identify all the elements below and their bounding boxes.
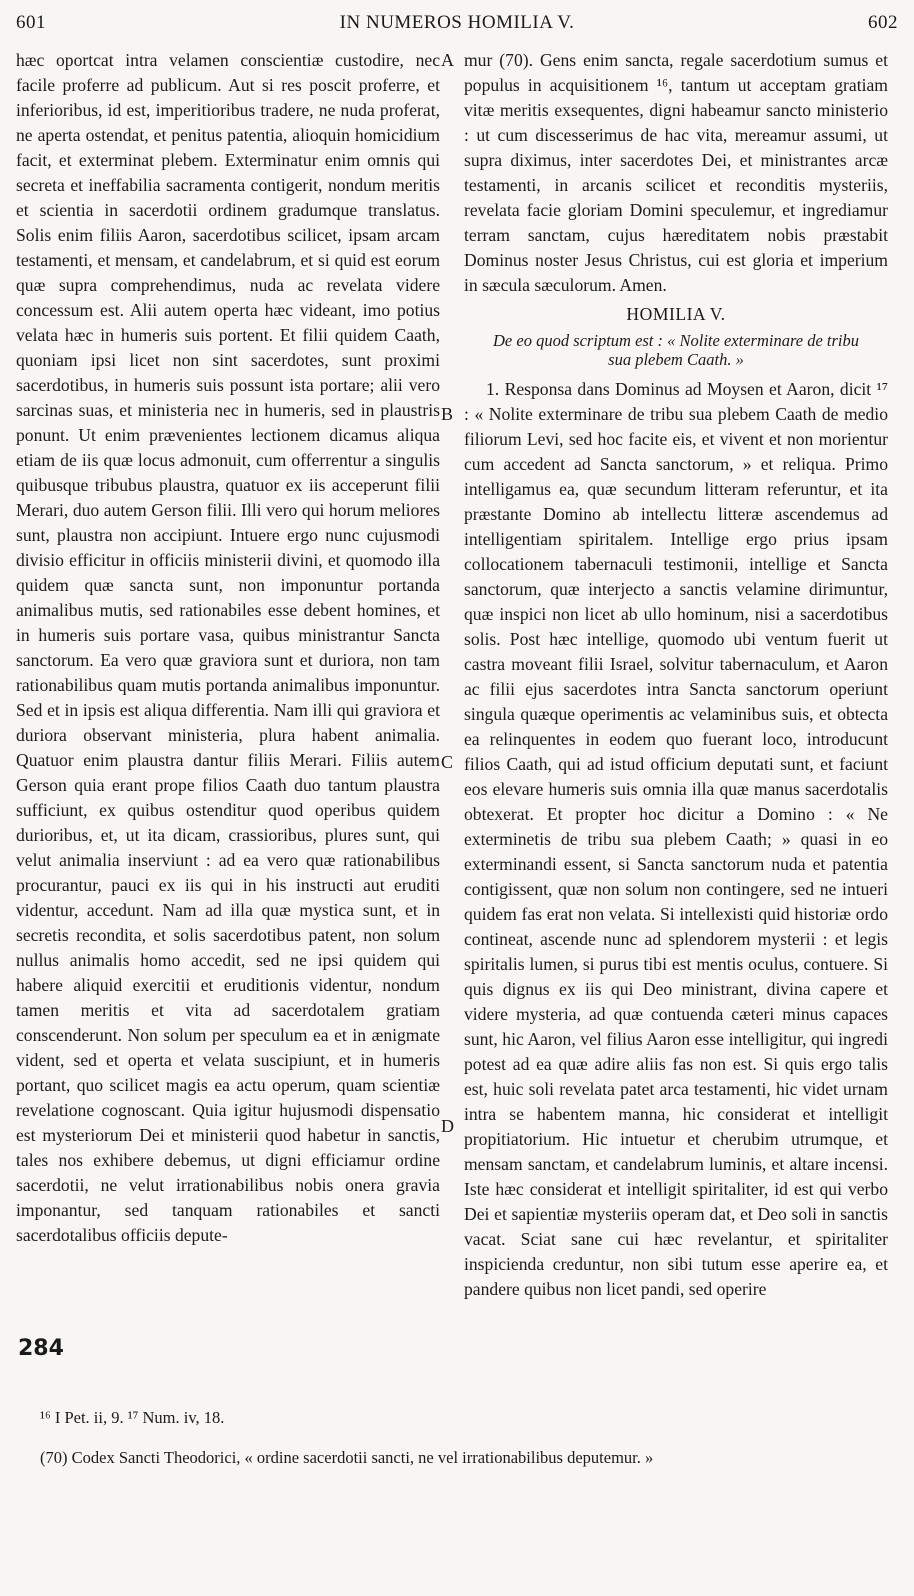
homily-subtitle: De eo quod scriptum est : « Nolite exterminare de tribu sua plebem Caath. » [493, 331, 859, 369]
running-header [16, 12, 898, 40]
right-column [464, 48, 888, 1302]
section-marker-d: D [441, 1116, 454, 1136]
critical-note: (70) Codex Sancti Theodorici, « ordine sacerdotii sancti, ne vel irrationabilibus deputemur. » [40, 1448, 654, 1467]
left-column [16, 48, 440, 1248]
section-marker-b: B [441, 404, 454, 424]
homily-title: HOMILIA V. [626, 304, 726, 324]
running-title: IN NUMEROS HOMILIA V. [339, 12, 575, 33]
section-marker-a: A [441, 50, 454, 70]
left-column-text: hæc oportcat intra velamen conscientiæ custodire, nec facile proferre ad publicum. Aut si res poscit proferre, et inferioribus, id est, imperitioribus tradere, ne nuda proferat, ne aperta ostendat, et penitus patentia, alioquin homicidium facit, et exterminat plebem. Exterminatur enim omnis qui secreta et ineffabilia sacramenta contigerit, nondum meritis et scientia in sacerdotii ordinem gradumque translatus. Solis enim filiis Aaron, sacerdotibus scilicet, ipsam arcam testamenti, et mensam, et candelabrum, et si quid est eorum quæ supra comprehendimus, nuda ac revelata videre concessum est. Alii autem operta hæc videant, imo potius velata hæc in humeris suis portent. Et filii quidem Caath, quoniam ipsi licet non sint sacerdotes, sunt proximi sacerdotibus, in humeris suis possunt ista portare; alii vero sarcinas suas, et ministeria nec in humeris, sed in plaustris ponunt. Ut enim prævenientes lectionem dicamus aliqua etiam de iis quæ locus admonuit, cum offerrentur a singulis quibusque tribubus plaustra, quatuor ex iis acceperunt filii Merari, duo autem Gerson filii. Illi vero qui horum meliores sunt, plaustra non accipiunt. Intuere ergo nunc cujusmodi divisio efficitur in officiis ministerii divini, et quomodo illa quidem quæ sancta sunt, non imponuntur portanda animalibus mutis, sed rationabiles esse debent homines, et in humeris suis portare vasa, quibus ministrantur Sancta sanctorum. Ea vero quæ graviora sunt et duriora, non tam rationabilibus quam mutis portanda animalibus imponuntur. Sed et in ipsis est aliqua differentia. Nam illi qui graviora et duriora observant ministeria, plura habent animalia. Quatuor enim plaustra dantur filiis Merari. Filiis autem Gerson quia erant prope filios Caath duo tantum plaustra sufficiunt, ex quibus ostenditur quod operibus quidem durioribus, et, ut ita dicam, crassioribus, plures sunt, qui velut animalia inserviunt : ad ea vero quæ rationabilibus procurantur, pauci ex iis qui in his instructi aut eruditi videntur, accedunt. Nam ad illa quæ mystica sunt, et in secretis recondita, et solis sacerdotibus patent, non solum nullus animalis homo accedit, sed ne ipsi quidem qui habere aliquid exercitii et eruditionis videntur, nondum tamen meritis et vita ad sacerdotalem gratiam conscenderunt. Non solum per speculum ea et in ænigmate vident, sed et operta et velata suscipiunt, et in humeris portant, quo scilicet magis ea actu operum, quam scientiæ revelatione cognoscant. Quia igitur hujusmodi dispensatio est mysteriorum Dei et ministerii quod habetur in sanctis, tales nos exhibere debemus, ut digni efficiamur ordine sacerdotii, ne velut irrationabilibus nobis onera gravia imponantur, sed tanquam rationabiles et sancti sacerdotalibus officiis depute- [16, 50, 440, 1245]
page-number-left: 601 [16, 12, 46, 33]
homily-body: 1. Responsa dans Dominus ad Moysen et Aaron, dicit ¹⁷ : « Nolite exterminare de tribu sua plebem Caath de medio filiorum Levi, sed hoc facite eis, et vivent et non morientur cum accedent ad Sancta sanctorum, » et reliqua. Primo intelligamus ea, quæ secundum litteram referuntur, et ita præstante Domino ab intellectu litteræ ascendemus ad intelligentiam spiritalem. Intellige ergo prius ipsam collocationem tabernaculi testimonii, intellige et Sancta sanctorum, quæ interjecto a sanctis velamine dirimuntur, quæ inspici non licet ab ullo hominum, nisi a sacerdotibus solis. Post hæc intellige, quomodo ubi ventum fuerit ut castra moveant filii Israel, solvitur tabernaculum, et Aaron ac filii ejus sacerdotes intra Sancta sanctorum operiunt singula quæque operimentis ac velaminibus suis, et obtecta ea relinquentes in eodem quo fuerant loco, introducunt filios Caath, qui ad istud officium deputati sunt, et faciunt eos elevare humeris suis omnia illa quæ manus sacerdotalis obtexerat. Et propter hoc dicitur a Domino : « Ne exterminetis de tribu sua plebem Caath; » quasi in eo exterminandi essent, si Sancta sanctorum nuda et patentia contigissent, quæ non solum non contingere, sed ne intueri quidem fas erat non velata. Si intellexisti quid historiæ ordo contineat, ascende nunc ad splendorem mysterii : et legis spiritalis lumen, si purus tibi est mentis oculus, contuere. Si quis dignus ex iis qui Deo ministrant, divina capere et videre mysteria, ad quæ contuenda cæteri minus capaces sunt, hic Aaron, vel filius Aaron esse intelligitur, qui ingredi potest ad ea quæ adire aliis fas non est. Si quis ergo talis est, huic soli revelata patet arca testamenti, hic videt urnam intra se habentem manna, hic considerat et intelligit propitiatorium. Hic intuetur et cherubim utrumque, et mensam sanctam, et candelabrum luminis, et altare incensi. Iste hæc considerat et intelligit spiritaliter, id est qui verbo Dei et sapientiæ mysteriis operam dat, et Deo soli in sanctis vacat. Sciat sane cui hæc revelantur, et spiritaliter inspicienda creduntur, non sibi tutum esse aperire ea, et pandere quibus non licet pandi, sed operire [464, 379, 888, 1299]
footnotes: ¹⁶ I Pet. ii, 9. ¹⁷ Num. iv, 18. [40, 1408, 225, 1427]
page-number-right: 602 [868, 12, 898, 33]
previous-homily-ending: mur (70). Gens enim sancta, regale sacerdotium sumus et populus in acquisitionem ¹⁶, tantum ut acceptam gratiam vitæ meritis exsequentes, digni habeamur sancto ministerio : ut cum discesserimus de hac vita, mereamur assumi, ut supra diximus, inter sacerdotes Dei, et ministrantes arcæ testamenti, in arcanis scilicet et reconditis mysteriis, revelata facie gloriam Domini speculemur, et ingrediamur terram sanctam, cujus hæreditatem nobis præstabit Dominus noster Jesus Christus, cui est gloria et imperium in sæcula sæculorum. Amen. [464, 50, 888, 295]
signature-mark: 284 [18, 1336, 64, 1361]
section-marker-c: C [441, 752, 454, 772]
